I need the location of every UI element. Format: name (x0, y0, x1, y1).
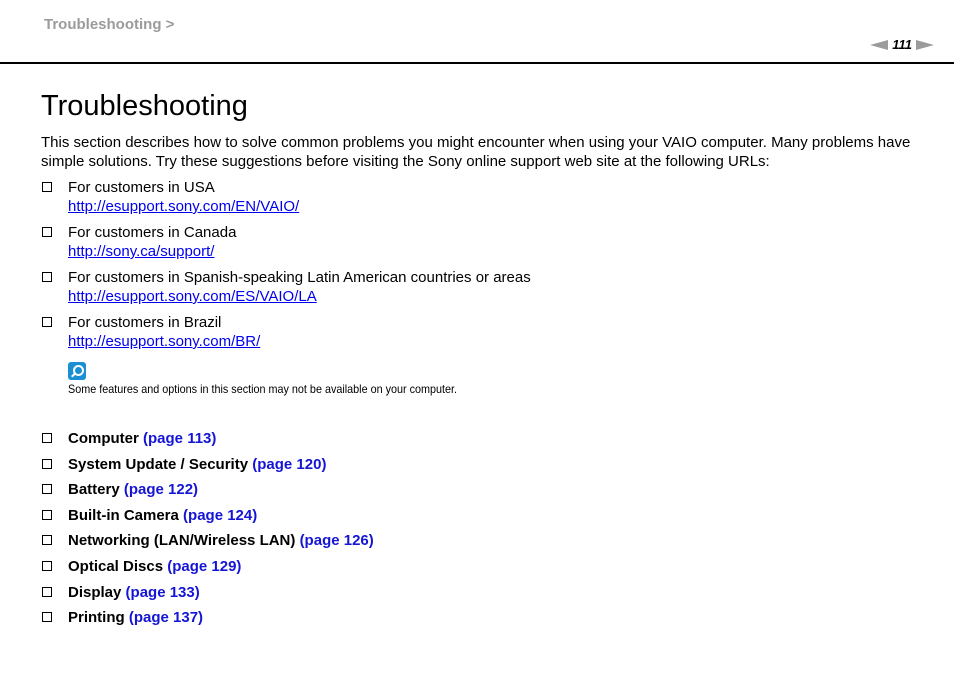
page-navigation (870, 37, 934, 52)
topic-label: Battery (68, 481, 120, 499)
topic-item-system-update (41, 455, 374, 481)
topic-item-battery (41, 480, 374, 506)
topic-label: Built-in Camera (68, 506, 179, 524)
checkbox-bullet-icon (42, 227, 52, 237)
checkbox-bullet-icon (42, 317, 52, 327)
header-divider (0, 62, 954, 64)
link-label: For customers in Canada (68, 224, 237, 241)
topic-page-link[interactable]: (page 129) (167, 557, 242, 575)
page-title: Troubleshooting (41, 90, 248, 122)
topic-page-link[interactable]: (page 120) (252, 455, 327, 473)
link-label: For customers in Brazil (68, 314, 222, 331)
support-url-link[interactable]: http://esupport.sony.com/ES/VAIO/LA (68, 288, 317, 305)
topic-item-networking (41, 531, 374, 557)
topic-page-link[interactable]: (page 124) (183, 506, 258, 524)
support-url-link[interactable]: http://esupport.sony.com/EN/VAIO/ (68, 198, 300, 215)
support-links-list (41, 178, 531, 358)
checkbox-bullet-icon (42, 272, 52, 282)
list-item (41, 178, 531, 216)
topic-page-link[interactable]: (page 133) (125, 583, 200, 601)
list-item (41, 268, 531, 306)
link-label: For customers in USA (68, 179, 215, 196)
topic-label: System Update / Security (68, 455, 249, 473)
topic-label: Computer (68, 430, 139, 447)
support-url-link[interactable]: http://esupport.sony.com/BR/ (68, 333, 261, 350)
topic-item-computer (41, 429, 374, 455)
checkbox-bullet-icon (42, 182, 52, 192)
checkbox-bullet-icon (42, 433, 52, 443)
note-text: Some features and options in this section may not be available on your computer. (68, 382, 458, 396)
checkbox-bullet-icon (42, 510, 52, 520)
intro-paragraph: This section describes how to solve common problems you might encounter when using your VAIO computer. Many problems have simple solutions. Try these suggestions before visiting the Sony online support web site at the following URLs: (41, 134, 911, 170)
topic-label: Printing (68, 609, 125, 627)
checkbox-bullet-icon (42, 612, 52, 622)
topic-page-link[interactable]: (page 113) (143, 430, 217, 447)
topic-item-camera (41, 506, 374, 532)
topic-item-optical-discs (41, 557, 374, 583)
link-label: For customers in Spanish-speaking Latin American countries or areas (68, 269, 531, 286)
next-page-arrow-icon[interactable] (916, 40, 934, 50)
checkbox-bullet-icon (42, 535, 52, 545)
support-url-link[interactable]: http://sony.ca/support/ (68, 243, 215, 260)
previous-page-arrow-icon[interactable] (870, 40, 888, 50)
checkbox-bullet-icon (42, 587, 52, 597)
checkbox-bullet-icon (42, 561, 52, 571)
topic-item-display (41, 583, 374, 609)
breadcrumb[interactable]: Troubleshooting > (44, 16, 175, 33)
topic-page-link[interactable]: (page 122) (123, 481, 199, 499)
topic-label: Display (68, 583, 122, 601)
list-item (41, 223, 531, 261)
list-item (41, 313, 531, 351)
note-block (68, 362, 500, 396)
topic-page-link[interactable]: (page 137) (128, 609, 204, 627)
checkbox-bullet-icon (42, 459, 52, 469)
topic-label: Networking (LAN/Wireless LAN) (68, 532, 296, 550)
topic-item-printing (41, 608, 374, 634)
checkbox-bullet-icon (42, 484, 52, 494)
topic-label: Optical Discs (68, 557, 164, 575)
topic-page-link[interactable]: (page 126) (299, 532, 374, 550)
page-number: 111 (892, 37, 912, 52)
magnifier-note-icon (68, 362, 86, 380)
topics-list (41, 429, 374, 634)
